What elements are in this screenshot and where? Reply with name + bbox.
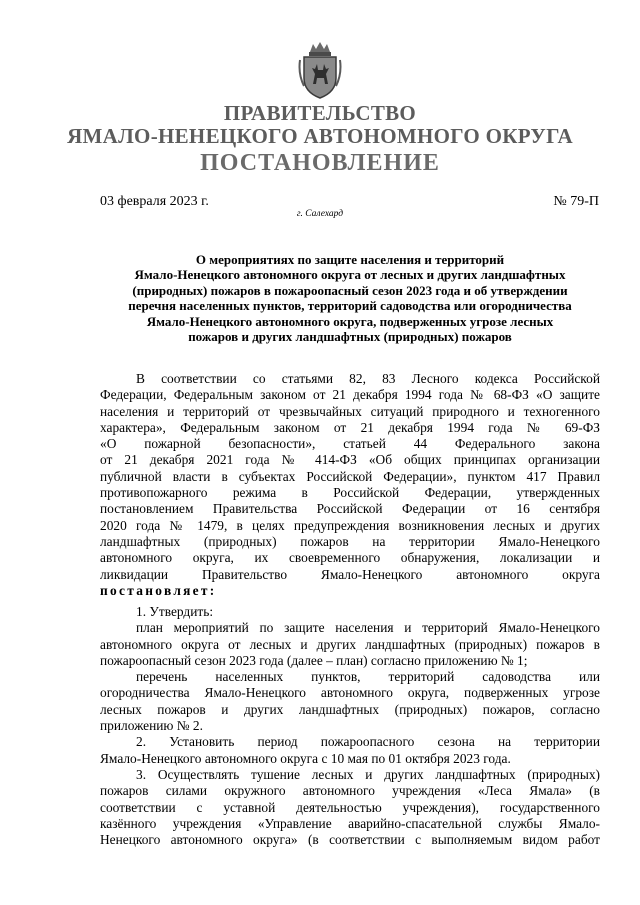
heading-line: перечня населенных пунктов, территорий садоводства или огородничества (128, 298, 572, 314)
heading-line: О мероприятиях по защите населения и территорий (195, 252, 505, 267)
preamble-line: В соответствии со статьями 82, 83 Лесного кодекса Российской (136, 371, 600, 386)
preamble-line: характера», Федеральным законом от 21 декабря 1994 года № 69-ФЗ (100, 419, 600, 435)
decree-word: постановляет: (100, 582, 217, 598)
preamble-line: Федерации, Федеральным законом от 21 декабря 1994 года № 68-ФЗ «О защите (100, 387, 600, 403)
item1-list-line: приложению № 2. (100, 718, 203, 734)
item1-title: 1. Утвердить: (136, 604, 214, 619)
heading-line: Ямало-Ненецкого автономного округа от лесных и других ландшафтных (134, 267, 566, 283)
coat-of-arms-icon (298, 42, 342, 100)
government-name-line1: ПРАВИТЕЛЬСТВО (223, 101, 417, 125)
item1-plan-line: план мероприятий по защите населения и территорий Ямало-Ненецкого (136, 620, 600, 636)
preamble-line: от 21 декабря 2021 года № 414-ФЗ «Об общих принципах организации (100, 452, 600, 468)
preamble-line: автономного округа, их своевременного обнаружения, локализации и (100, 550, 600, 566)
preamble-line: населения и территорий от чрезвычайных ситуаций природного и техногенного (100, 403, 600, 419)
decree-items (100, 604, 600, 848)
preamble-line: ландшафтных (природных) пожаров на территории Ямало-Ненецкого (100, 533, 600, 549)
item1-plan-line: пожароопасный сезон 2023 года (далее – план) согласно приложению № 1; (100, 652, 528, 668)
document-number: № 79-П (553, 194, 599, 209)
preamble-line: противопожарного режима в Российской Федерации, утвержденных (100, 485, 600, 501)
item1-list-line: огородничества Ямало-Ненецкого автономного округа, подверженных угрозе (100, 685, 600, 701)
document-type-title: ПОСТАНОВЛЕНИЕ (200, 150, 440, 176)
item3-line: пожаров силами окружного автономного учреждения «Леса Ямала» (в (100, 783, 600, 799)
preamble-line: постановлением Правительства Российской Федерации от 16 сентября (100, 501, 600, 517)
item3-line: соответствии с уставной деятельностью учреждения), государственного (100, 799, 600, 815)
document-city: г. Салехард (296, 209, 344, 219)
preamble-line: «О пожарной безопасности», статьей 44 Федерального закона (100, 436, 600, 452)
item3-line: казённого учреждения «Управление аварийно-спасательной службы Ямало- (100, 815, 600, 831)
item1-list-line: лесных пожаров и других ландшафтных (природных) пожаров, согласно (100, 701, 600, 717)
heading-line: пожаров и других ландшафтных (природных) пожаров (188, 329, 512, 345)
item3-line: 3. Осуществлять тушение лесных и других ландшафтных (природных) (136, 766, 600, 782)
item3-line: Ненецкого автономного округа» (в соответствии с выполняемым видом работ (100, 832, 600, 848)
item1-list-line: перечень населенных пунктов, территорий садоводства или (136, 669, 600, 685)
government-name-line2: ЯМАЛО-НЕНЕЦКОГО АВТОНОМНОГО ОКРУГА (67, 124, 573, 148)
document-date: 03 февраля 2023 г. (100, 194, 209, 209)
document-heading (100, 252, 600, 344)
preamble-line: 2020 года № 1479, в целях предупреждения возникновения лесных и других (100, 517, 600, 533)
item1-plan-line: автономного округа от лесных и других ландшафтных (природных) пожаров в (100, 636, 600, 652)
preamble-line: публичной власти в субъектах Российской Федерации», пунктом 417 Правил (100, 468, 600, 484)
heading-line: (природных) пожаров в пожароопасный сезон 2023 года и об утверждении (132, 282, 568, 298)
item2-line: 2. Установить период пожароопасного сезона на территории (136, 734, 600, 750)
item2-line: Ямало-Ненецкого автономного округа с 10 мая по 01 октября 2023 года. (100, 750, 511, 766)
heading-line: Ямало-Ненецкого автономного округа, подверженных угрозе лесных (146, 313, 554, 329)
preamble-line: ликвидации Правительство Ямало-Ненецкого автономного округа (100, 566, 600, 582)
preamble-paragraph (100, 371, 600, 599)
